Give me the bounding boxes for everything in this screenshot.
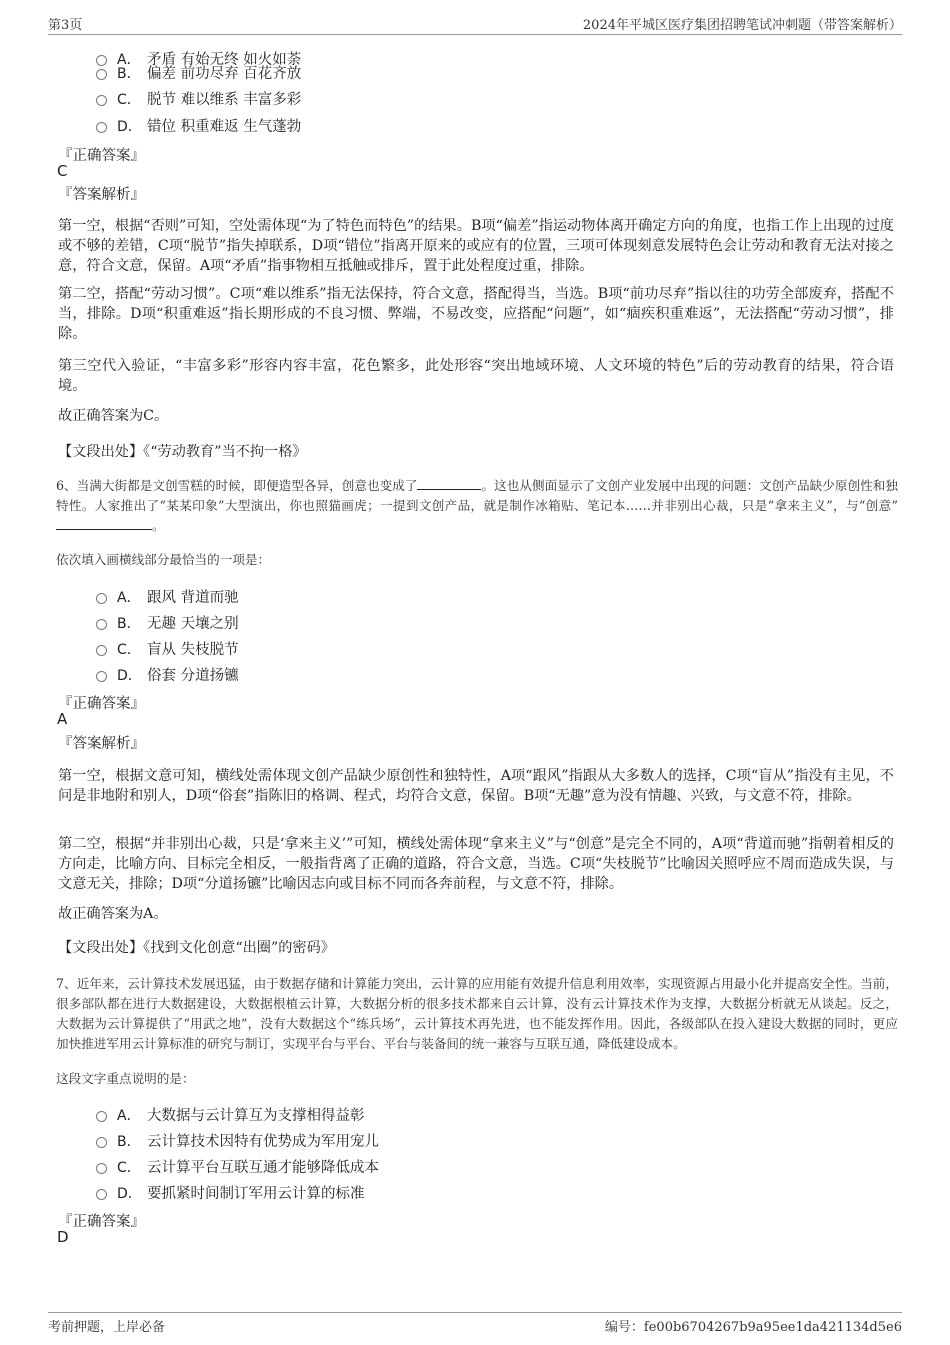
radio-icon[interactable] [96,645,107,656]
radio-icon[interactable] [96,1137,107,1148]
page-number: 第3页 [48,18,83,33]
page-footer [48,1312,902,1335]
q6-analysis-paragraph: 第二空，根据“并非别出心裁，只是‘拿来主义’”可知，横线处需体现“拿来主义”与“创意”是完全不同的，A项“背道而驰”指朝着相反的方向走，比喻方向、目标完全相反，一般指背离了正确的道路，符合文意，当选。C项“失枝脱节”比喻因关照呼应不周而造成失误，与文意无关，排除；D项“分道扬镳”比喻因志向或目标不同而各奔前程，与文意不符，排除。 [58,836,894,892]
q6-option-d[interactable]: D． 俗套 分道扬镳 [96,664,239,685]
q5-option-a[interactable]: A． 矛盾 有始无终 如火如荼 [96,48,301,69]
q6-answer-label: 『正确答案』 [58,696,145,712]
q6-conclusion: 故正确答案为A。 [58,906,168,922]
radio-icon[interactable] [96,593,107,604]
page-header [48,14,902,35]
footer-slogan: 考前押题，上岸必备 [48,1320,166,1335]
q5-analysis-paragraph: 第三空代入验证，“丰富多彩”形容内容丰富，花色繁多，此处形容“突出地域环境、人文环境的特色”后的劳动教育的结果，符合语境。 [58,358,894,394]
q6-analysis-label: 『答案解析』 [58,736,145,752]
q6-stem: 6、当满大街都是文创雪糕的时候，即便造型各异，创意也变成了 。这也从侧面显示了文创产业发展中出现的问题：文创产品缺少原创性和独特性。人家推出了“某某印象”大型演出，你也照猫画虎；一提到文创产品，就是制作冰箱贴、笔记本……并非别出心裁，只是“拿来主义”，与“创意”。 [56,478,899,533]
radio-icon[interactable] [96,1111,107,1122]
q5-option-d[interactable]: D． 错位 积重难返 生气蓬勃 [96,115,301,136]
blank-line [417,477,481,490]
radio-icon[interactable] [96,1163,107,1174]
q7-option-c[interactable]: C． 云计算平台互联互通才能够降低成本 [96,1156,379,1177]
q5-answer-label: 『正确答案』 [58,148,145,164]
q5-option-c[interactable]: C． 脱节 难以维系 丰富多彩 [96,88,301,109]
q7-option-d[interactable]: D． 要抓紧时间制订军用云计算的标准 [96,1182,365,1203]
q6-answer: A [57,710,68,728]
radio-icon[interactable] [96,122,107,133]
blank-line [56,517,152,530]
document-id: 编号：fe00b6704267b9a95ee1da421134d5e6 [604,1320,902,1335]
q6-analysis-paragraph: 第一空，根据文意可知，横线处需体现文创产品缺少原创性和独特性，A项“跟风”指跟从大多数人的选择，C项“盲从”指没有主见，不问是非地附和别人，D项“俗套”指陈旧的格调、程式，均符合文意，保留。B项“无趣”意为没有情趣、兴致，与文意不符，排除。 [58,768,894,804]
document-title: 2024年平城区医疗集团招聘笔试冲刺题（带答案解析） [582,18,902,33]
q7-prompt: 这段文字重点说明的是： [56,1071,195,1086]
radio-icon[interactable] [96,95,107,106]
q6-option-a[interactable]: A． 跟风 背道而驰 [96,586,239,607]
q7-option-a[interactable]: A． 大数据与云计算互为支撑相得益彰 [96,1104,365,1125]
q5-source: 【文段出处】《“劳动教育”当不拘一格》 [58,444,307,460]
q5-answer: C [57,162,68,180]
q5-option-b[interactable]: B． 偏差 前功尽弃 百花齐放 [96,62,301,83]
q7-option-b[interactable]: B． 云计算技术因特有优势成为军用宠儿 [96,1130,379,1151]
q6-prompt: 依次填入画横线部分最恰当的一项是： [56,552,271,567]
radio-icon[interactable] [96,1189,107,1200]
radio-icon[interactable] [96,619,107,630]
q6-option-c[interactable]: C． 盲从 失枝脱节 [96,638,239,659]
q5-analysis-label: 『答案解析』 [58,187,145,203]
q7-answer-label: 『正确答案』 [58,1214,145,1230]
q7-stem: 7、近年来，云计算技术发展迅猛，由于数据存储和计算能力突出，云计算的应用能有效提升信息利用效率，实现资源占用最小化并提高安全性。当前，很多部队都在进行大数据建设，大数据根植云计算，大数据分析的很多技术都来自云计算，没有云计算技术作为支撑，大数据分析就无从谈起。反之，大数据为云计算提供了“用武之地”，没有大数据这个“练兵场”，云计算技术再先进，也不能发挥作用。因此，各级部队在投入建设大数据的同时，更应加快推进军用云计算标准的研究与制订，实现平台与平台、平台与装备间的统一兼容与互联互通，降低建设成本。 [56,976,898,1051]
q5-conclusion: 故正确答案为C。 [58,408,169,424]
q6-option-b[interactable]: B． 无趣 天壤之别 [96,612,239,633]
radio-icon[interactable] [96,671,107,682]
q5-analysis-paragraph: 第一空，根据“否则”可知，空处需体现“为了特色而特色”的结果。B项“偏差”指运动物体离开确定方向的角度，也指工作上出现的过度或不够的差错，C项“脱节”指失掉联系，D项“错位”指离开原来的或应有的位置，三项可体现刻意发展特色会让劳动和教育无法对接之意，符合文意，保留。A项“矛盾”指事物相互抵触或排斥，置于此处程度过重，排除。 [58,218,894,274]
radio-icon[interactable] [96,69,107,80]
q7-answer: D [57,1228,69,1246]
q6-source: 【文段出处】《找到文化创意“出圈”的密码》 [58,940,335,956]
q5-analysis-paragraph: 第二空，搭配“劳动习惯”。C项“难以维系”指无法保持，符合文意，搭配得当，当选。B项“前功尽弃”指以往的功劳全部废弃，搭配不当，排除。D项“积重难返”指长期形成的不良习惯、弊端，不易改变，应搭配“问题”，如“痼疾积重难返”，无法搭配“劳动习惯”，排除。 [58,286,894,342]
